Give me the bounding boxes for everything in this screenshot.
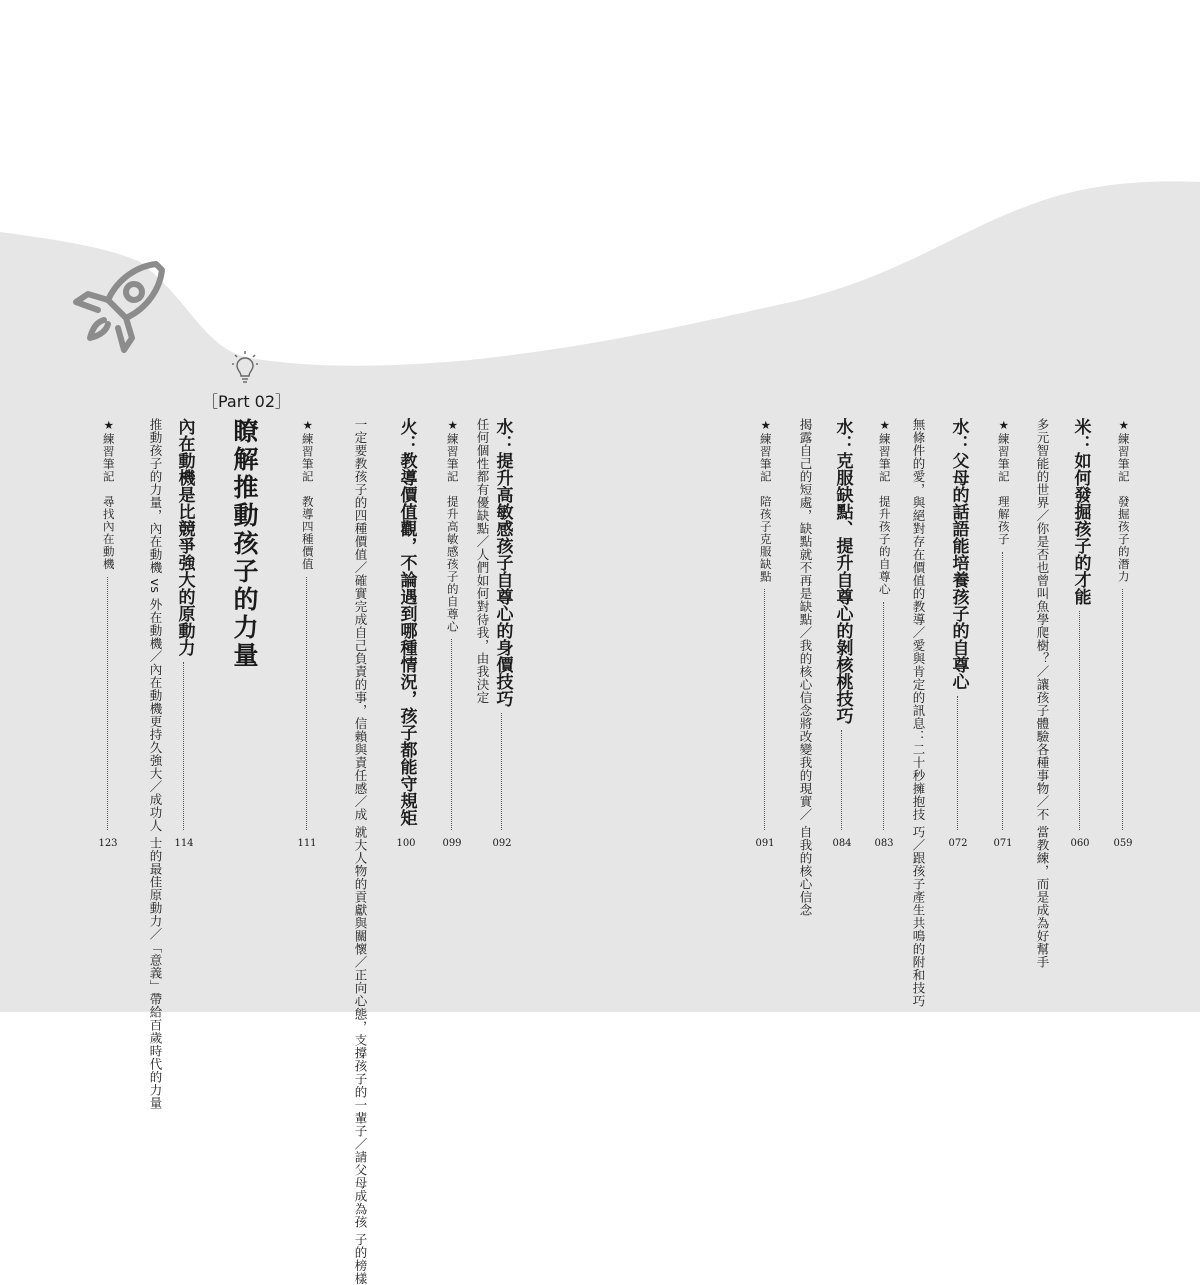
practice-note: ★練習筆記 提升高敏感孩子的自尊心 [445, 418, 460, 633]
rocket-icon [68, 250, 178, 360]
page-number: 071 [993, 838, 1013, 849]
page-number: 123 [98, 838, 118, 849]
leader-dots [501, 713, 502, 830]
chapter-topics: 推動孩子的力量，內在動機 vs 外在動機／內在動機更持久強大／成功人 士的最佳原動力／「意義」帶給百歲時代的力量 [148, 418, 163, 1110]
page-number: 084 [832, 838, 852, 849]
chapter-title: 火：教導價值觀，不論遇到哪種情況，孩子都能守規矩 [396, 418, 417, 826]
leader-dots [1079, 611, 1080, 830]
page-number: 083 [874, 838, 894, 849]
chapter-title: 水：提升高敏感孩子自尊心的身價技巧 [492, 418, 513, 707]
chapter-topics: 揭露自己的短處，缺點就不再是缺點／我的核心信念將改變我的現實／ 自我的核心信念 [798, 418, 813, 917]
page-number: 072 [948, 838, 968, 849]
chapter-topics: 一定要教孩子的四種價值／確實完成自己負責的事，信賴與責任感／成 就大人物的貢獻與關懷／正向心態，支撐孩子的一輩子／請父母成為孩 子的榜樣 [353, 418, 368, 1285]
leader-dots [883, 602, 884, 831]
part-title: 瞭解推動孩子的力量 [230, 418, 259, 670]
practice-note: ★練習筆記 陪孩子克服缺點 [758, 418, 773, 583]
page-number: 111 [297, 838, 317, 849]
page-number: 059 [1113, 838, 1133, 849]
leader-dots [764, 589, 765, 830]
part-label: ［Part 02］ [202, 392, 292, 411]
page-number: 092 [492, 838, 512, 849]
page-number: 060 [1070, 838, 1090, 849]
page-number: 099 [442, 838, 462, 849]
leader-dots [306, 577, 307, 831]
practice-note: ★練習筆記 提升孩子的自尊心 [877, 418, 892, 596]
page-number: 100 [396, 838, 416, 849]
practice-note: ★練習筆記 發掘孩子的潛力 [1116, 418, 1131, 583]
chapter-title: 水：克服缺點、提升自尊心的剝核桃技巧 [832, 418, 853, 724]
leader-dots [1122, 589, 1123, 830]
leader-dots [957, 696, 958, 830]
page-number: 114 [174, 838, 194, 849]
chapter-title: 內在動機是比競爭強大的原動力 [174, 418, 195, 656]
leader-dots [1002, 552, 1003, 831]
leader-dots [451, 639, 452, 830]
page-number: 091 [755, 838, 775, 849]
chapter-title: 米：如何發掘孩子的才能 [1070, 418, 1091, 605]
practice-note: ★練習筆記 尋找內在動機 [101, 418, 116, 571]
chapter-title: 水：父母的話語能培養孩子的自尊心 [948, 418, 969, 690]
chapter-topics: 任何個性都有優缺點／人們如何對待我，由我決定 [475, 418, 490, 704]
practice-note: ★練習筆記 理解孩子 [996, 418, 1011, 546]
chapter-topics: 無條件的愛，與絕對存在價值的教導／愛與肯定的訊息：二十秒擁抱技 巧／跟孩子產生共鳴的附和技巧 [911, 418, 926, 1008]
leader-dots [841, 730, 842, 830]
practice-note: ★練習筆記 教導四種價值 [300, 418, 315, 571]
leader-dots [107, 577, 108, 831]
chapter-topics: 多元智能的世界／你是否也曾叫魚學爬樹？／讓孩子體驗各種事物／不 當教練，而是成為好幫手 [1035, 418, 1050, 969]
lightbulb-icon [232, 350, 258, 384]
leader-dots [183, 662, 184, 830]
